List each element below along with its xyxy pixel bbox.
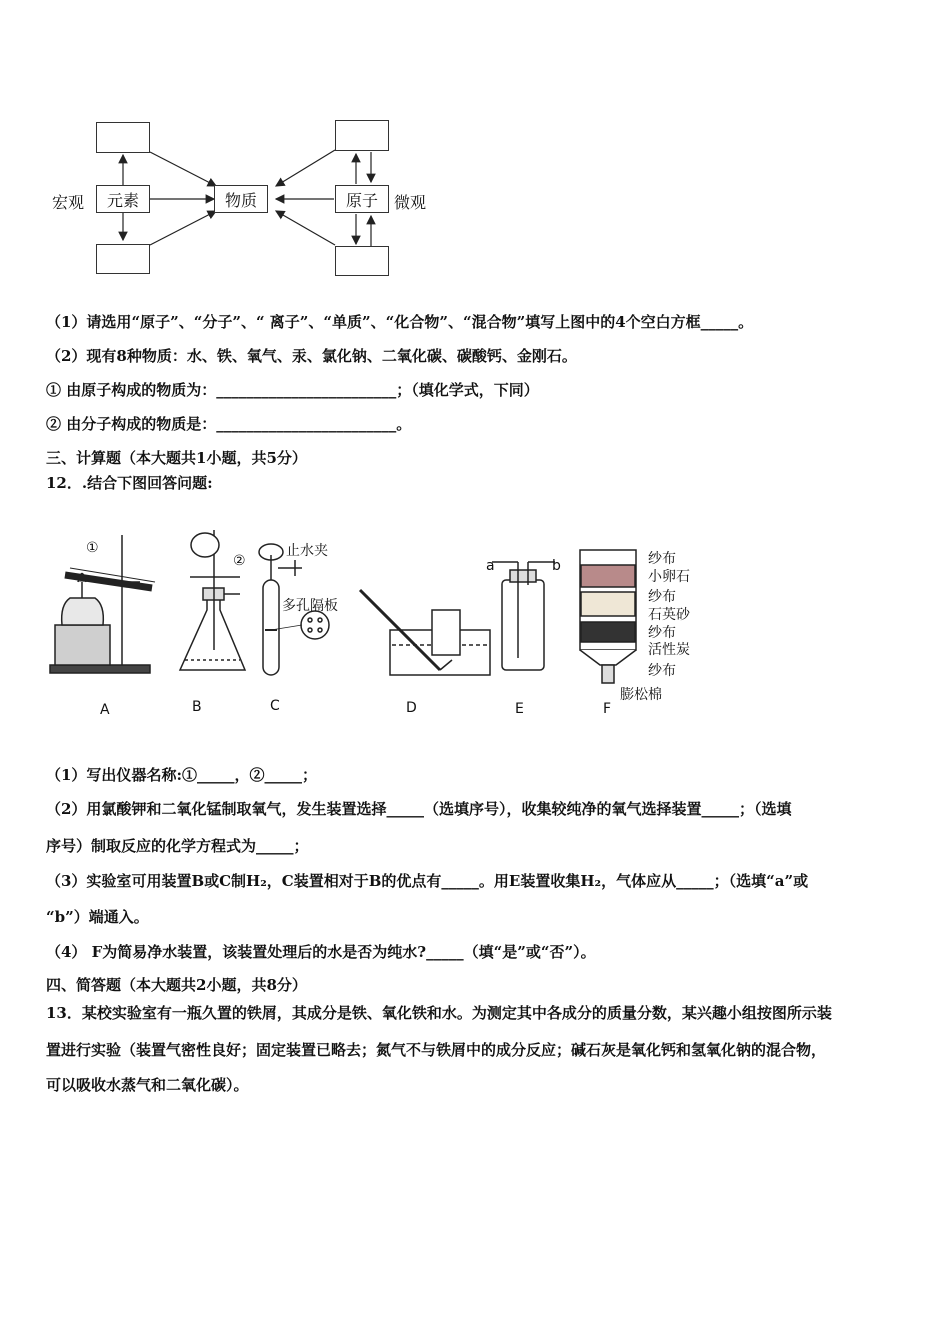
apparatus-a <box>50 535 155 673</box>
apparatus-label: F <box>603 701 612 717</box>
macro-label: 宏观 <box>52 193 85 212</box>
q12-intro: 12．.结合下图回答问题: <box>46 474 213 492</box>
f-layer-label: 纱布 <box>648 551 676 567</box>
f-layer-label: 纱布 <box>648 625 676 641</box>
marker-2: ② <box>233 553 246 569</box>
q12-part2-line2: 序号）制取反应的化学方程式为_____； <box>46 837 309 855</box>
apparatus-label: A <box>100 702 110 718</box>
atom-box: 原子 <box>335 185 389 213</box>
section-4-heading: 四、简答题（本大题共2小题，共8分） <box>46 976 307 994</box>
q11-sub2: ② 由分子构成的物质是：________________________。 <box>46 415 412 433</box>
apparatus-b <box>180 530 245 670</box>
q12-part3-line2: “b”）端通入。 <box>46 908 149 926</box>
apparatus-label: E <box>515 701 524 717</box>
q12-part1: （1）写出仪器名称:①_____，②_____； <box>46 766 317 784</box>
q12-part4: （4） F为简易净水装置，该装置处理后的水是否为纯水?_____（填“是”或“否”）。 <box>46 943 596 961</box>
apparatus-label: C <box>270 698 280 714</box>
f-layer-label: 膨松棉 <box>620 687 662 703</box>
micro-label: 微观 <box>394 193 427 212</box>
apparatus-drawings <box>40 510 910 740</box>
apparatus-label: D <box>406 700 417 716</box>
q12-part3-line1: （3）实验室可用装置B或C制H₂，C装置相对于B的优点有_____。用E装置收集H₂，气体应从_____；（选填“a”或 <box>46 872 809 890</box>
q11-part2: （2）现有8种物质：水、铁、氧气、汞、氯化钠、二氧化碳、碳酸钙、金刚石。 <box>46 347 577 365</box>
element-box: 元素 <box>96 185 150 213</box>
marker-1: ① <box>86 540 99 556</box>
f-layer-label: 纱布 <box>648 589 676 605</box>
porous-plate-label: 多孔隔板 <box>282 598 338 614</box>
f-layer-label: 小卵石 <box>648 569 690 585</box>
blank-box-top-left <box>96 122 150 153</box>
apparatus-label: B <box>192 699 202 715</box>
apparatus-e <box>492 562 555 670</box>
f-layer-label: 纱布 <box>648 663 676 679</box>
f-layer-label: 活性炭 <box>648 642 690 658</box>
q12-part2-line1: （2）用氯酸钾和二氧化锰制取氧气，发生装置选择_____（选填序号），收集较纯净的氧气选择装置_____；（选填 <box>46 800 792 818</box>
section-3-heading: 三、计算题（本大题共1小题，共5分） <box>46 449 307 467</box>
f-layer-label: 石英砂 <box>648 607 690 623</box>
blank-box-top-right <box>335 120 389 151</box>
port-b-label: b <box>552 558 561 574</box>
q11-sub1: ① 由原子构成的物质为：________________________；（填化学式，下同） <box>46 381 539 399</box>
q13-line1: 13．某校实验室有一瓶久置的铁屑，其成分是铁、氧化铁和水。为测定其中各成分的质量分数，某兴趣小组按图所示装 <box>46 1004 832 1022</box>
blank-box-bottom-right <box>335 246 389 276</box>
q13-line2: 置进行实验（装置气密性良好；固定装置已略去；氮气不与铁屑中的成分反应；碱石灰是氧化钙和氢氧化钠的混合物， <box>46 1041 827 1059</box>
q13-line3: 可以吸收水蒸气和二氧化碳）。 <box>46 1076 249 1094</box>
apparatus-d <box>360 590 490 675</box>
port-a-label: a <box>486 558 495 574</box>
blank-box-bottom-left <box>96 244 150 274</box>
clamp-label: 止水夹 <box>286 543 328 559</box>
q11-part1: （1）请选用“原子”、“分子”、“ 离子”、“单质”、“化合物”、“混合物”填写上图中的4个空白方框_____。 <box>46 313 754 331</box>
apparatus-f <box>580 550 636 683</box>
substance-box: 物质 <box>214 185 268 213</box>
